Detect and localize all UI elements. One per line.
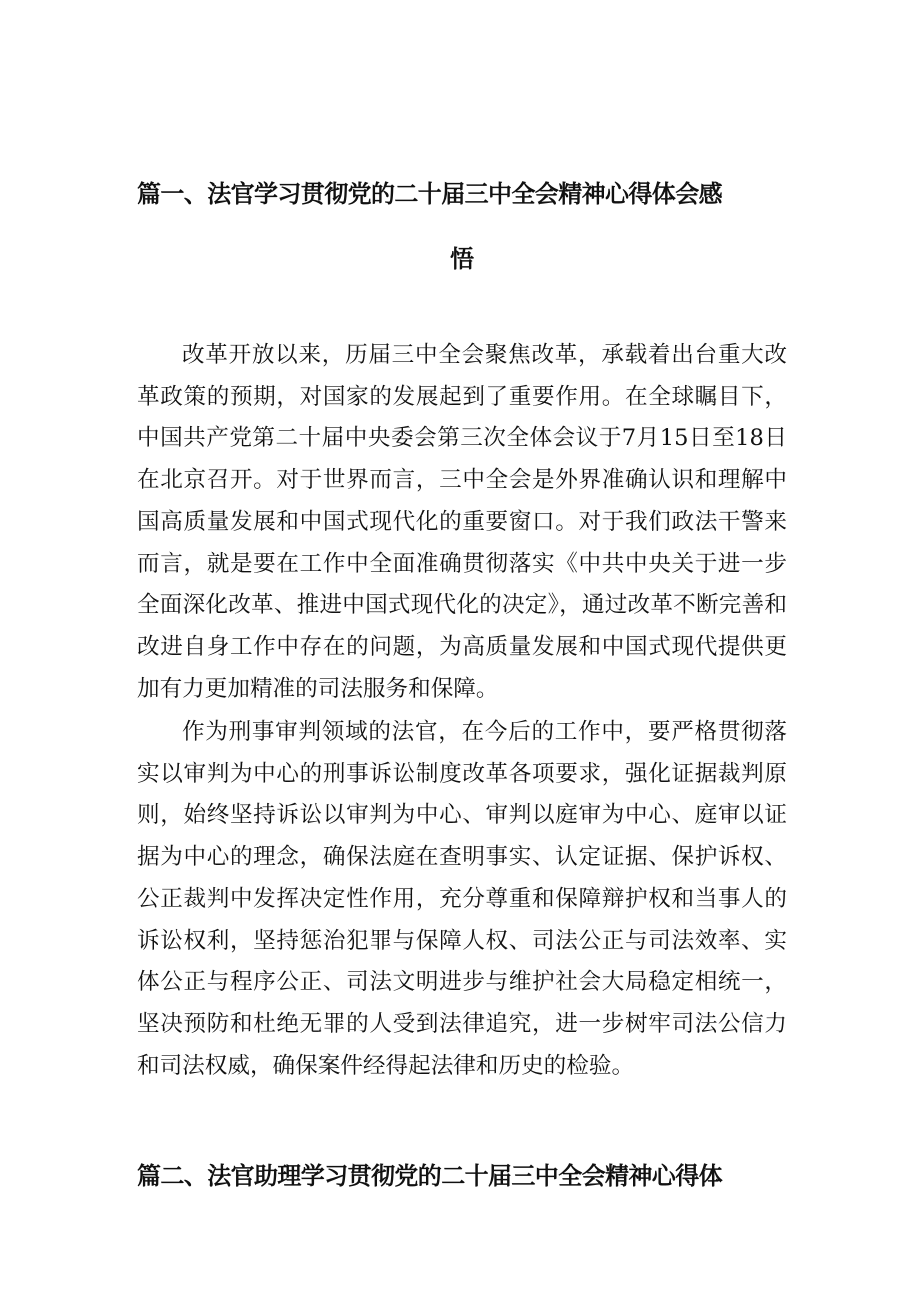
section2-title: 篇二、法官助理学习贯彻党的二十届三中全会精神心得体 <box>137 1162 722 1190</box>
section1-paragraph-1: 改革开放以来，历届三中全会聚焦改革，承载着出台重大改革政策的预期，对国家的发展起到了重要作用。在全球瞩目下，中国共产党第二十届中央委会第三次全体会议于7月15日至18日在北京召开。对于世界而言，三中全会是外界准确认识和理解中国高质量发展和中国式现代化的重要窗口。对于我们政法干警来而言，就是要在工作中全面准确贯彻落实《中共中央关于进一步全面深化改革、推进中国式现代化的决定》，通过改革不断完善和改进自身工作中存在的问题，为高质量发展和中国式现代提供更加有力更加精准的司法服务和保障。 <box>137 342 787 702</box>
section1-title-line1: 篇一、法官学习贯彻党的二十届三中全会精神心得体会感 <box>137 180 722 208</box>
section1-title-line2: 悟 <box>450 245 474 273</box>
section1-paragraph-2: 作为刑事审判领域的法官，在今后的工作中，要严格贯彻落实以审判为中心的刑事诉讼制度改革各项要求，强化证据裁判原则，始终坚持诉讼以审判为中心、审判以庭审为中心、庭审以证据为中心的理念，确保法庭在查明事实、认定证据、保护诉权、公正裁判中发挥决定性作用，充分尊重和保障辩护权和当事人的诉讼权利，坚持惩治犯罪与保障人权、司法公正与司法效率、实体公正与程序公正、司法文明进步与维护社会大局稳定相统一，坚决预防和杜绝无罪的人受到法律追究，进一步树牢司法公信力和司法权威，确保案件经得起法律和历史的检验。 <box>137 719 787 1079</box>
